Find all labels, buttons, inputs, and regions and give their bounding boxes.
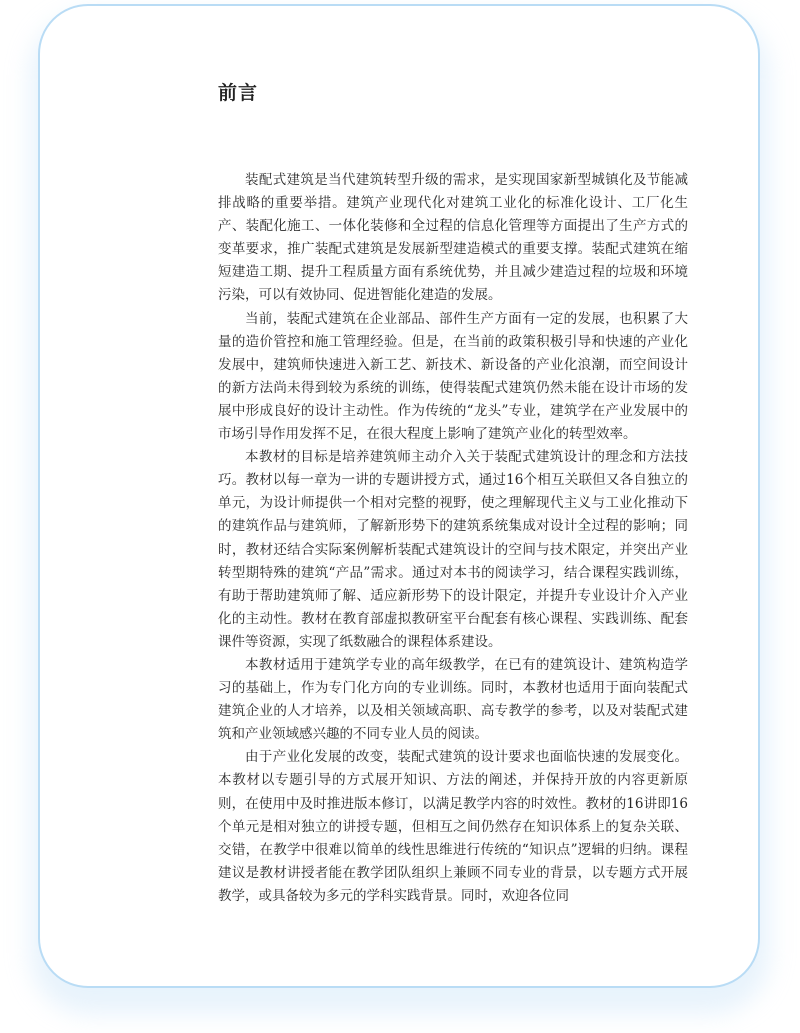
paragraph-3: 本教材的目标是培养建筑师主动介入关于装配式建筑设计的理念和方法技巧。教材以每一章为一讲的专题讲授方式，通过16个相互关联但又各自独立的单元，为设计师提供一个相对完整的视野，使之理解现代主义与工业化推动下的建筑作品与建筑师，了解新形势下的建筑系统集成对设计全过程的影响；同时，教材还结合实际案例解析装配式建筑设计的空间与技术限定，并突出产业转型期特殊的建筑“产品”需求。通过对本书的阅读学习，结合课程实践训练，有助于帮助建筑师了解、适应新形势下的设计限定，并提升专业设计介入产业化的主动性。教材在教育部虚拟教研室平台配套有核心课程、实践训练、配套课件等资源，实现了纸数融合的课程体系建设。 <box>218 449 688 650</box>
page-title: 前言 <box>218 82 259 104</box>
paragraph-2: 当前，装配式建筑在企业部品、部件生产方面有一定的发展，也积累了大量的造价管控和施工管理经验。但是，在当前的政策积极引导和快速的产业化发展中，建筑师快速进入新工艺、新技术、新设备的产业化浪潮，而空间设计的新方法尚未得到较为系统的训练，使得装配式建筑仍然未能在设计市场的发展中形成良好的设计主动性。作为传统的“龙头”专业，建筑学在产业发展中的市场引导作用发挥不足，在很大程度上影响了建筑产业化的转型效率。 <box>218 310 688 443</box>
paragraph-4: 本教材适用于建筑学专业的高年级教学，在已有的建筑设计、建筑构造学习的基础上，作为专门化方向的专业训练。同时，本教材也适用于面向装配式建筑企业的人才培养，以及相关领域高职、高专教学的参考，以及对装配式建筑和产业领域感兴趣的不同专业人员的阅读。 <box>218 656 688 743</box>
paragraph-5: 由于产业化发展的改变，装配式建筑的设计要求也面临快速的发展变化。本教材以专题引导的方式展开知识、方法的阐述，并保持开放的内容更新原则，在使用中及时推进版本修订，以满足教学内容的时效性。教材的16讲即16个单元是相对独立的讲授专题，但相互之间仍然存在知识体系上的复杂关联、交错，在教学中很难以简单的线性思维进行传统的“知识点”逻辑的归纳。课程建议是教材讲授者能在教学团队组织上兼顾不同专业的背景，以专题方式开展教学，或具备较为多元的学科实践背景。同时，欢迎各位同 <box>218 749 688 904</box>
preface-body <box>218 169 688 908</box>
page-card <box>38 4 760 988</box>
paragraph-1: 装配式建筑是当代建筑转型升级的需求，是实现国家新型城镇化及节能减排战略的重要举措。建筑产业现代化对建筑工业化的标准化设计、工厂化生产、装配化施工、一体化装修和全过程的信息化管理等方面提出了生产方式的变革要求，推广装配式建筑是发展新型建造模式的重要支撑。装配式建筑在缩短建造工期、提升工程质量方面有系统优势，并且减少建造过程的垃圾和环境污染，可以有效协同、促进智能化建造的发展。 <box>218 172 688 304</box>
